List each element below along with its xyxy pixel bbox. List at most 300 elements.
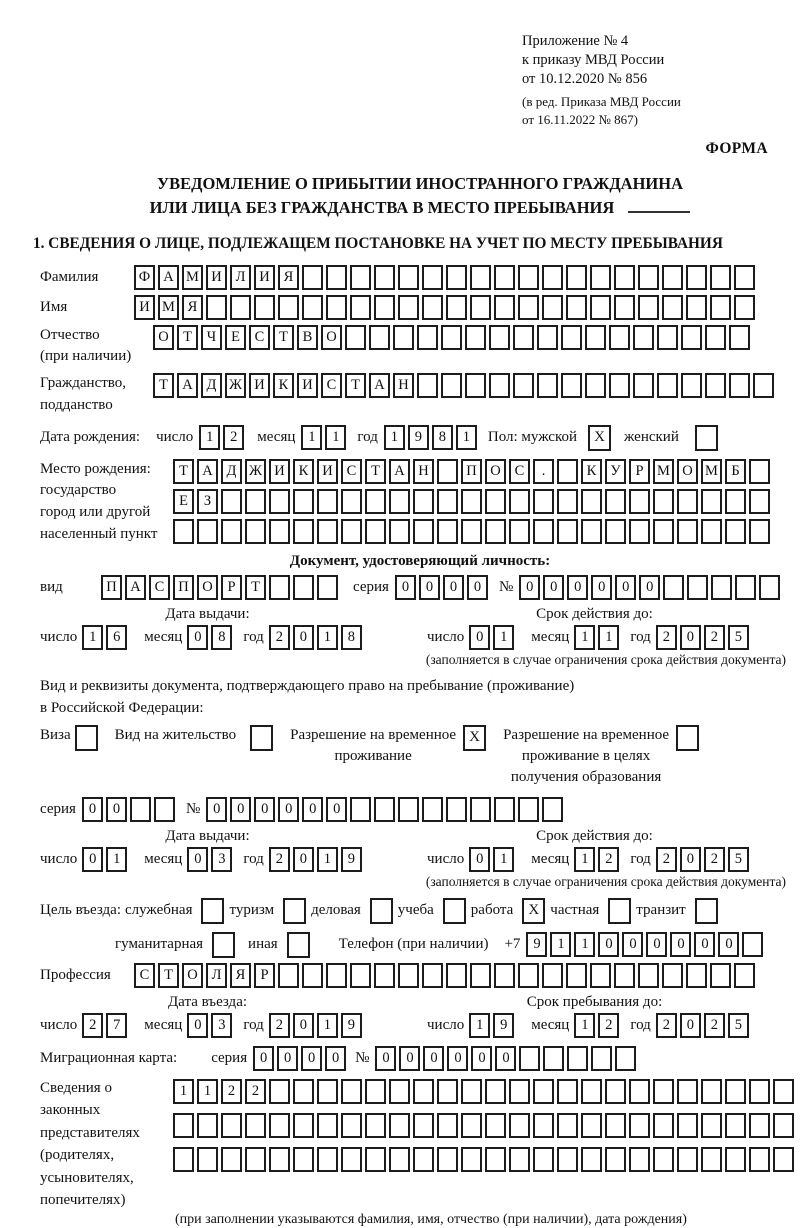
birthplace-input-row2[interactable] bbox=[173, 489, 773, 514]
char-cell[interactable]: 0 bbox=[187, 1013, 208, 1038]
char-cell[interactable] bbox=[749, 459, 770, 484]
char-cell[interactable] bbox=[677, 1147, 698, 1172]
residence-issue-month[interactable] bbox=[187, 847, 235, 872]
char-cell[interactable] bbox=[686, 295, 707, 320]
representatives-input-row3[interactable] bbox=[173, 1147, 797, 1172]
char-cell[interactable] bbox=[729, 325, 750, 350]
char-cell[interactable] bbox=[711, 575, 732, 600]
char-cell[interactable]: 7 bbox=[106, 1013, 127, 1038]
char-cell[interactable] bbox=[609, 373, 630, 398]
char-cell[interactable] bbox=[633, 373, 654, 398]
char-cell[interactable] bbox=[663, 575, 684, 600]
char-cell[interactable]: 1 bbox=[106, 847, 127, 872]
edu-permit-checkbox[interactable] bbox=[676, 725, 699, 751]
char-cell[interactable]: 0 bbox=[591, 575, 612, 600]
char-cell[interactable] bbox=[254, 295, 275, 320]
char-cell[interactable] bbox=[749, 1113, 770, 1138]
char-cell[interactable]: Н bbox=[393, 373, 414, 398]
char-cell[interactable]: К bbox=[273, 373, 294, 398]
char-cell[interactable]: 0 bbox=[206, 797, 227, 822]
char-cell[interactable] bbox=[422, 963, 443, 988]
char-cell[interactable] bbox=[533, 1113, 554, 1138]
char-cell[interactable] bbox=[614, 265, 635, 290]
char-cell[interactable]: 1 bbox=[574, 847, 595, 872]
char-cell[interactable]: 0 bbox=[187, 625, 208, 650]
char-cell[interactable] bbox=[417, 325, 438, 350]
char-cell[interactable] bbox=[638, 265, 659, 290]
char-cell[interactable]: Т bbox=[245, 575, 266, 600]
char-cell[interactable]: 9 bbox=[341, 1013, 362, 1038]
migration-series-input[interactable] bbox=[253, 1046, 349, 1071]
char-cell[interactable]: А bbox=[177, 373, 198, 398]
char-cell[interactable]: 0 bbox=[622, 932, 643, 957]
migration-number-input[interactable] bbox=[375, 1046, 639, 1071]
char-cell[interactable]: 1 bbox=[469, 1013, 490, 1038]
char-cell[interactable]: К bbox=[581, 459, 602, 484]
char-cell[interactable] bbox=[461, 1147, 482, 1172]
char-cell[interactable] bbox=[293, 1079, 314, 1104]
char-cell[interactable] bbox=[341, 1113, 362, 1138]
char-cell[interactable] bbox=[437, 1079, 458, 1104]
char-cell[interactable]: 1 bbox=[456, 425, 477, 450]
residence-issue-year[interactable] bbox=[269, 847, 365, 872]
char-cell[interactable] bbox=[629, 489, 650, 514]
char-cell[interactable] bbox=[566, 265, 587, 290]
char-cell[interactable]: О bbox=[197, 575, 218, 600]
char-cell[interactable]: 0 bbox=[82, 847, 103, 872]
char-cell[interactable]: С bbox=[321, 373, 342, 398]
char-cell[interactable] bbox=[446, 963, 467, 988]
char-cell[interactable] bbox=[585, 325, 606, 350]
char-cell[interactable] bbox=[638, 963, 659, 988]
char-cell[interactable]: Т bbox=[273, 325, 294, 350]
char-cell[interactable]: 0 bbox=[326, 797, 347, 822]
char-cell[interactable] bbox=[759, 575, 780, 600]
entry-year-input[interactable] bbox=[269, 1013, 365, 1038]
doc-series-input[interactable] bbox=[395, 575, 491, 600]
char-cell[interactable]: Т bbox=[173, 459, 194, 484]
char-cell[interactable]: 2 bbox=[269, 625, 290, 650]
surname-input[interactable] bbox=[134, 265, 758, 290]
char-cell[interactable]: 5 bbox=[728, 625, 749, 650]
char-cell[interactable]: М bbox=[701, 459, 722, 484]
char-cell[interactable]: 0 bbox=[495, 1046, 516, 1071]
char-cell[interactable]: 0 bbox=[443, 575, 464, 600]
residence-permit-checkbox[interactable] bbox=[250, 725, 273, 751]
char-cell[interactable]: 2 bbox=[269, 1013, 290, 1038]
char-cell[interactable] bbox=[519, 1046, 540, 1071]
char-cell[interactable] bbox=[413, 489, 434, 514]
char-cell[interactable] bbox=[609, 325, 630, 350]
char-cell[interactable]: 0 bbox=[639, 575, 660, 600]
char-cell[interactable] bbox=[677, 519, 698, 544]
char-cell[interactable]: П bbox=[461, 459, 482, 484]
char-cell[interactable] bbox=[518, 295, 539, 320]
char-cell[interactable] bbox=[245, 519, 266, 544]
phone-input[interactable] bbox=[526, 932, 766, 957]
char-cell[interactable]: 0 bbox=[399, 1046, 420, 1071]
char-cell[interactable] bbox=[633, 325, 654, 350]
char-cell[interactable] bbox=[605, 489, 626, 514]
char-cell[interactable]: 0 bbox=[277, 1046, 298, 1071]
char-cell[interactable] bbox=[725, 1113, 746, 1138]
char-cell[interactable]: Л bbox=[230, 265, 251, 290]
char-cell[interactable] bbox=[561, 325, 582, 350]
char-cell[interactable]: 2 bbox=[656, 1013, 677, 1038]
char-cell[interactable]: 1 bbox=[598, 625, 619, 650]
char-cell[interactable] bbox=[393, 325, 414, 350]
char-cell[interactable]: С bbox=[509, 459, 530, 484]
char-cell[interactable]: 2 bbox=[245, 1079, 266, 1104]
char-cell[interactable]: 2 bbox=[598, 847, 619, 872]
char-cell[interactable]: 2 bbox=[704, 847, 725, 872]
char-cell[interactable] bbox=[437, 1113, 458, 1138]
char-cell[interactable] bbox=[278, 963, 299, 988]
char-cell[interactable] bbox=[701, 489, 722, 514]
char-cell[interactable] bbox=[561, 373, 582, 398]
char-cell[interactable]: Т bbox=[153, 373, 174, 398]
char-cell[interactable] bbox=[629, 1147, 650, 1172]
char-cell[interactable] bbox=[470, 797, 491, 822]
char-cell[interactable]: 1 bbox=[197, 1079, 218, 1104]
char-cell[interactable] bbox=[537, 325, 558, 350]
char-cell[interactable]: 1 bbox=[493, 847, 514, 872]
char-cell[interactable] bbox=[557, 1147, 578, 1172]
char-cell[interactable] bbox=[293, 575, 314, 600]
residence-valid-day[interactable] bbox=[469, 847, 517, 872]
char-cell[interactable] bbox=[341, 489, 362, 514]
char-cell[interactable] bbox=[494, 963, 515, 988]
birth-year-input[interactable] bbox=[384, 425, 480, 450]
char-cell[interactable] bbox=[485, 489, 506, 514]
char-cell[interactable] bbox=[605, 1147, 626, 1172]
char-cell[interactable]: С bbox=[149, 575, 170, 600]
citizenship-input[interactable] bbox=[153, 373, 777, 398]
char-cell[interactable]: 0 bbox=[670, 932, 691, 957]
char-cell[interactable] bbox=[742, 932, 763, 957]
char-cell[interactable] bbox=[537, 373, 558, 398]
char-cell[interactable] bbox=[398, 265, 419, 290]
char-cell[interactable]: Е bbox=[173, 489, 194, 514]
char-cell[interactable] bbox=[701, 1079, 722, 1104]
char-cell[interactable] bbox=[269, 489, 290, 514]
char-cell[interactable]: 0 bbox=[278, 797, 299, 822]
char-cell[interactable]: У bbox=[605, 459, 626, 484]
char-cell[interactable] bbox=[269, 1079, 290, 1104]
char-cell[interactable] bbox=[494, 295, 515, 320]
char-cell[interactable] bbox=[605, 1113, 626, 1138]
char-cell[interactable]: Р bbox=[629, 459, 650, 484]
char-cell[interactable] bbox=[173, 1113, 194, 1138]
char-cell[interactable] bbox=[417, 373, 438, 398]
entry-month-input[interactable] bbox=[187, 1013, 235, 1038]
char-cell[interactable] bbox=[221, 519, 242, 544]
residence-series-input[interactable] bbox=[82, 797, 178, 822]
char-cell[interactable]: 0 bbox=[447, 1046, 468, 1071]
female-checkbox[interactable] bbox=[695, 425, 718, 451]
char-cell[interactable] bbox=[557, 459, 578, 484]
char-cell[interactable] bbox=[509, 519, 530, 544]
char-cell[interactable]: 8 bbox=[211, 625, 232, 650]
char-cell[interactable] bbox=[389, 489, 410, 514]
char-cell[interactable] bbox=[542, 265, 563, 290]
char-cell[interactable] bbox=[470, 963, 491, 988]
char-cell[interactable] bbox=[489, 373, 510, 398]
char-cell[interactable]: И bbox=[269, 459, 290, 484]
char-cell[interactable]: Т bbox=[345, 373, 366, 398]
char-cell[interactable] bbox=[585, 373, 606, 398]
char-cell[interactable] bbox=[513, 325, 534, 350]
char-cell[interactable] bbox=[687, 575, 708, 600]
char-cell[interactable] bbox=[437, 1147, 458, 1172]
char-cell[interactable]: Л bbox=[206, 963, 227, 988]
char-cell[interactable] bbox=[729, 373, 750, 398]
char-cell[interactable] bbox=[269, 1113, 290, 1138]
char-cell[interactable] bbox=[317, 575, 338, 600]
char-cell[interactable]: И bbox=[297, 373, 318, 398]
char-cell[interactable] bbox=[302, 295, 323, 320]
char-cell[interactable]: 1 bbox=[384, 425, 405, 450]
char-cell[interactable] bbox=[350, 797, 371, 822]
char-cell[interactable] bbox=[590, 295, 611, 320]
char-cell[interactable]: . bbox=[533, 459, 554, 484]
visa-checkbox[interactable] bbox=[75, 725, 98, 751]
char-cell[interactable] bbox=[773, 1147, 794, 1172]
char-cell[interactable]: 2 bbox=[656, 847, 677, 872]
char-cell[interactable]: 5 bbox=[728, 847, 749, 872]
char-cell[interactable] bbox=[518, 963, 539, 988]
char-cell[interactable]: 0 bbox=[567, 575, 588, 600]
char-cell[interactable]: И bbox=[206, 265, 227, 290]
char-cell[interactable]: И bbox=[317, 459, 338, 484]
char-cell[interactable]: 1 bbox=[574, 1013, 595, 1038]
char-cell[interactable]: Р bbox=[254, 963, 275, 988]
char-cell[interactable]: 1 bbox=[325, 425, 346, 450]
char-cell[interactable]: 8 bbox=[432, 425, 453, 450]
char-cell[interactable]: 9 bbox=[526, 932, 547, 957]
char-cell[interactable]: 0 bbox=[471, 1046, 492, 1071]
char-cell[interactable]: 1 bbox=[199, 425, 220, 450]
char-cell[interactable]: Е bbox=[225, 325, 246, 350]
char-cell[interactable]: 1 bbox=[317, 847, 338, 872]
char-cell[interactable]: 0 bbox=[646, 932, 667, 957]
char-cell[interactable]: М bbox=[158, 295, 179, 320]
char-cell[interactable] bbox=[422, 295, 443, 320]
char-cell[interactable]: 1 bbox=[317, 625, 338, 650]
char-cell[interactable] bbox=[369, 325, 390, 350]
char-cell[interactable]: Т bbox=[365, 459, 386, 484]
purpose-business-checkbox[interactable] bbox=[370, 898, 393, 924]
char-cell[interactable] bbox=[773, 1113, 794, 1138]
char-cell[interactable] bbox=[557, 489, 578, 514]
char-cell[interactable] bbox=[245, 1113, 266, 1138]
char-cell[interactable] bbox=[245, 489, 266, 514]
char-cell[interactable] bbox=[509, 1147, 530, 1172]
char-cell[interactable]: 2 bbox=[704, 625, 725, 650]
char-cell[interactable] bbox=[374, 963, 395, 988]
char-cell[interactable]: 0 bbox=[395, 575, 416, 600]
char-cell[interactable] bbox=[365, 1079, 386, 1104]
char-cell[interactable] bbox=[326, 963, 347, 988]
char-cell[interactable]: 9 bbox=[493, 1013, 514, 1038]
char-cell[interactable] bbox=[485, 1079, 506, 1104]
char-cell[interactable] bbox=[735, 575, 756, 600]
char-cell[interactable] bbox=[293, 1113, 314, 1138]
doc-number-input[interactable] bbox=[519, 575, 783, 600]
char-cell[interactable]: 2 bbox=[269, 847, 290, 872]
char-cell[interactable] bbox=[398, 797, 419, 822]
char-cell[interactable] bbox=[662, 265, 683, 290]
char-cell[interactable] bbox=[605, 1079, 626, 1104]
char-cell[interactable] bbox=[365, 519, 386, 544]
char-cell[interactable]: 0 bbox=[82, 797, 103, 822]
char-cell[interactable]: О bbox=[485, 459, 506, 484]
char-cell[interactable] bbox=[485, 1113, 506, 1138]
char-cell[interactable]: Я bbox=[182, 295, 203, 320]
char-cell[interactable]: 2 bbox=[223, 425, 244, 450]
char-cell[interactable]: К bbox=[293, 459, 314, 484]
char-cell[interactable] bbox=[686, 265, 707, 290]
char-cell[interactable] bbox=[461, 1079, 482, 1104]
char-cell[interactable]: 0 bbox=[718, 932, 739, 957]
char-cell[interactable]: 6 bbox=[106, 625, 127, 650]
char-cell[interactable] bbox=[465, 373, 486, 398]
char-cell[interactable] bbox=[773, 1079, 794, 1104]
char-cell[interactable]: О bbox=[321, 325, 342, 350]
char-cell[interactable]: 0 bbox=[187, 847, 208, 872]
char-cell[interactable]: М bbox=[653, 459, 674, 484]
char-cell[interactable]: Ж bbox=[245, 459, 266, 484]
char-cell[interactable] bbox=[413, 519, 434, 544]
residence-number-input[interactable] bbox=[206, 797, 566, 822]
char-cell[interactable] bbox=[461, 519, 482, 544]
char-cell[interactable]: Б bbox=[725, 459, 746, 484]
char-cell[interactable]: А bbox=[369, 373, 390, 398]
char-cell[interactable]: 1 bbox=[301, 425, 322, 450]
char-cell[interactable] bbox=[710, 963, 731, 988]
char-cell[interactable]: 0 bbox=[293, 1013, 314, 1038]
char-cell[interactable]: 1 bbox=[574, 625, 595, 650]
char-cell[interactable] bbox=[677, 489, 698, 514]
char-cell[interactable] bbox=[581, 519, 602, 544]
char-cell[interactable] bbox=[653, 1079, 674, 1104]
char-cell[interactable]: 0 bbox=[293, 847, 314, 872]
residence-issue-day[interactable] bbox=[82, 847, 130, 872]
char-cell[interactable]: И bbox=[134, 295, 155, 320]
char-cell[interactable] bbox=[494, 265, 515, 290]
char-cell[interactable] bbox=[317, 1147, 338, 1172]
char-cell[interactable]: Я bbox=[278, 265, 299, 290]
char-cell[interactable] bbox=[681, 373, 702, 398]
entry-day-input[interactable] bbox=[82, 1013, 130, 1038]
char-cell[interactable]: 1 bbox=[317, 1013, 338, 1038]
char-cell[interactable] bbox=[614, 963, 635, 988]
char-cell[interactable] bbox=[326, 265, 347, 290]
char-cell[interactable]: 0 bbox=[423, 1046, 444, 1071]
char-cell[interactable] bbox=[206, 295, 227, 320]
char-cell[interactable]: А bbox=[389, 459, 410, 484]
char-cell[interactable]: С bbox=[341, 459, 362, 484]
char-cell[interactable] bbox=[581, 1079, 602, 1104]
char-cell[interactable] bbox=[221, 1113, 242, 1138]
char-cell[interactable] bbox=[662, 295, 683, 320]
char-cell[interactable] bbox=[269, 519, 290, 544]
char-cell[interactable] bbox=[437, 459, 458, 484]
char-cell[interactable] bbox=[653, 1113, 674, 1138]
purpose-tourism-checkbox[interactable] bbox=[283, 898, 306, 924]
char-cell[interactable]: 0 bbox=[293, 625, 314, 650]
char-cell[interactable] bbox=[567, 1046, 588, 1071]
char-cell[interactable] bbox=[461, 489, 482, 514]
char-cell[interactable]: 0 bbox=[543, 575, 564, 600]
char-cell[interactable]: 0 bbox=[680, 625, 701, 650]
char-cell[interactable] bbox=[398, 963, 419, 988]
char-cell[interactable]: А bbox=[197, 459, 218, 484]
char-cell[interactable]: Ж bbox=[225, 373, 246, 398]
char-cell[interactable] bbox=[518, 797, 539, 822]
char-cell[interactable] bbox=[173, 1147, 194, 1172]
char-cell[interactable] bbox=[230, 295, 251, 320]
char-cell[interactable] bbox=[269, 575, 290, 600]
char-cell[interactable]: 8 bbox=[341, 625, 362, 650]
char-cell[interactable] bbox=[734, 265, 755, 290]
char-cell[interactable] bbox=[686, 963, 707, 988]
char-cell[interactable]: 5 bbox=[728, 1013, 749, 1038]
male-checkbox[interactable]: X bbox=[588, 425, 611, 451]
char-cell[interactable] bbox=[749, 1147, 770, 1172]
identity-issue-year[interactable] bbox=[269, 625, 365, 650]
char-cell[interactable] bbox=[533, 1079, 554, 1104]
purpose-humanitarian-checkbox[interactable] bbox=[212, 932, 235, 958]
char-cell[interactable] bbox=[173, 519, 194, 544]
char-cell[interactable] bbox=[465, 325, 486, 350]
char-cell[interactable]: 0 bbox=[419, 575, 440, 600]
char-cell[interactable] bbox=[542, 963, 563, 988]
char-cell[interactable] bbox=[317, 1113, 338, 1138]
char-cell[interactable] bbox=[557, 1079, 578, 1104]
purpose-private-checkbox[interactable] bbox=[608, 898, 631, 924]
char-cell[interactable]: 1 bbox=[574, 932, 595, 957]
char-cell[interactable] bbox=[422, 797, 443, 822]
char-cell[interactable]: 1 bbox=[493, 625, 514, 650]
char-cell[interactable]: 2 bbox=[598, 1013, 619, 1038]
doc-kind-input[interactable] bbox=[101, 575, 341, 600]
char-cell[interactable] bbox=[302, 963, 323, 988]
char-cell[interactable] bbox=[446, 295, 467, 320]
char-cell[interactable] bbox=[581, 489, 602, 514]
char-cell[interactable]: 0 bbox=[615, 575, 636, 600]
char-cell[interactable]: Ч bbox=[201, 325, 222, 350]
char-cell[interactable] bbox=[221, 489, 242, 514]
char-cell[interactable] bbox=[705, 325, 726, 350]
char-cell[interactable] bbox=[605, 519, 626, 544]
char-cell[interactable] bbox=[638, 295, 659, 320]
char-cell[interactable] bbox=[653, 489, 674, 514]
stay-year-input[interactable] bbox=[656, 1013, 752, 1038]
birthplace-input-row1[interactable] bbox=[173, 459, 773, 484]
char-cell[interactable] bbox=[489, 325, 510, 350]
stay-day-input[interactable] bbox=[469, 1013, 517, 1038]
char-cell[interactable]: С bbox=[134, 963, 155, 988]
char-cell[interactable] bbox=[701, 1147, 722, 1172]
char-cell[interactable] bbox=[245, 1147, 266, 1172]
char-cell[interactable] bbox=[557, 519, 578, 544]
char-cell[interactable] bbox=[441, 325, 462, 350]
char-cell[interactable] bbox=[533, 489, 554, 514]
char-cell[interactable] bbox=[590, 265, 611, 290]
char-cell[interactable]: 3 bbox=[211, 847, 232, 872]
char-cell[interactable] bbox=[725, 1079, 746, 1104]
